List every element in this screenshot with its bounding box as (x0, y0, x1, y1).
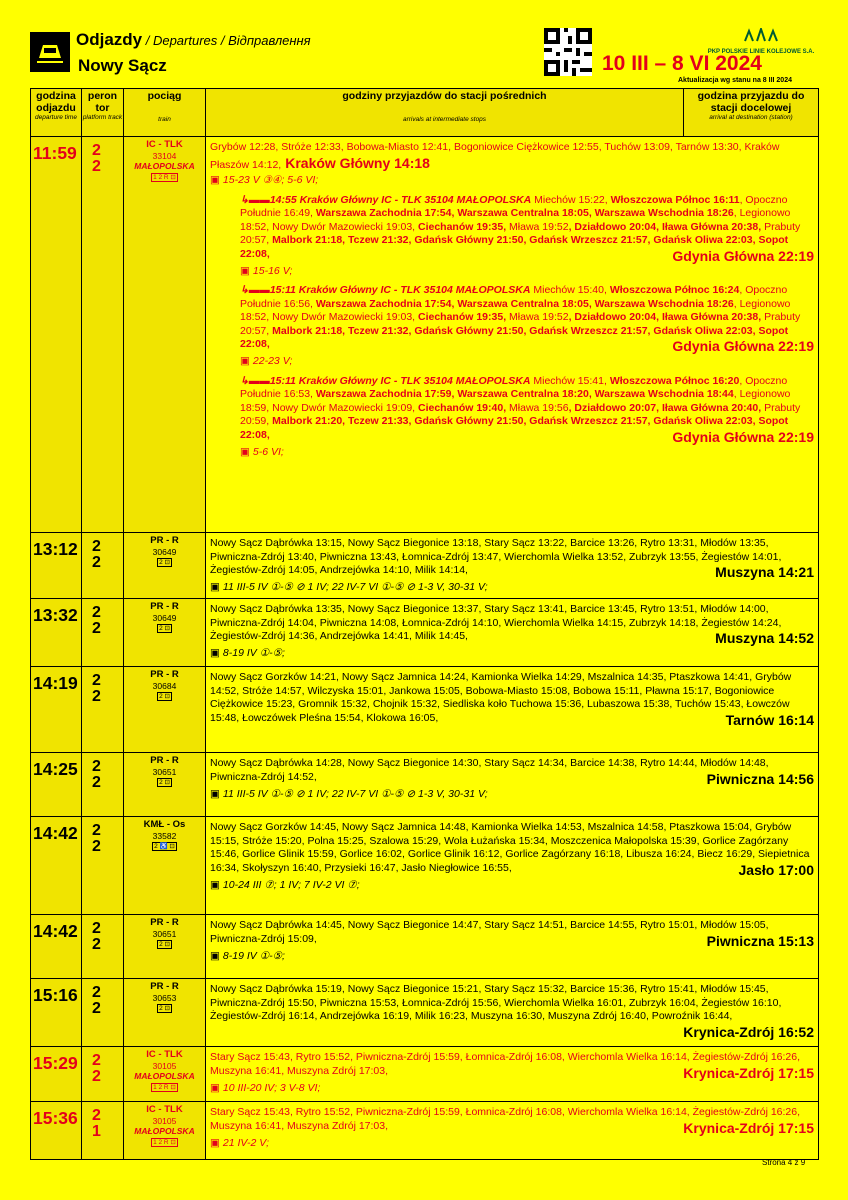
platform-track (82, 915, 124, 979)
train-symbols: 2 ⊡ (159, 625, 170, 633)
platform-track (82, 599, 124, 667)
destination: Tarnów 16:14 (725, 711, 814, 728)
track-number: 2 (92, 158, 101, 175)
connection-stops: Mława 19:52 (509, 311, 569, 323)
train-name: MAŁOPOLSKA (134, 161, 195, 171)
station-name: Nowy Sącz (78, 56, 167, 75)
intermediate-stops: Nowy Sącz Dąbrówka 13:15, Nowy Sącz Biegonice 13:18, Stary Sącz 13:22, Barcice 13:26, Rytro 13:31, Młodów 13:35, Piwniczna-Zdrój 13:40, Piwniczna 13:43, Łomnica-Zdrój 13:47, Wierchomla Wielka 13:52, Zubrzyk 13:55, Żegiestów 14:01, Żegiestów-Zdrój 14:05, Andrzejówka 14:10, Milik 14:14, (210, 537, 782, 576)
connection-stops: Miechów 15:41, (533, 374, 607, 387)
connection-destination: Gdynia Główna 22:19 (672, 338, 814, 354)
connection-stops: Mława 19:56 (509, 401, 569, 414)
calendar-note: ▣ 21 IV-2 V; (210, 1137, 814, 1151)
platform-track (82, 667, 124, 753)
connection-stops: Prabuty 20:59, (240, 401, 801, 427)
connection (240, 284, 814, 369)
connection-stops: Miechów 15:40, (533, 284, 607, 296)
platform-number: 2 (92, 1107, 101, 1124)
calendar-note: ▣ 8-19 IV ①-⑤; (210, 950, 814, 964)
departures-table (30, 88, 819, 1160)
train-category: PR - R (150, 535, 179, 546)
platform-number: 2 (92, 142, 101, 159)
train-symbols: 2 ⊡ (159, 941, 170, 949)
connection-stops-bold: , Działdowo 20:04, Iława Główna 20:38, (568, 311, 762, 323)
platform-number: 2 (92, 822, 101, 839)
intermediate-stops: Stary Sącz 15:43, Rytro 15:52, Piwniczna-Zdrój 15:59, Łomnica-Zdrój 16:08, Wierchomla Wielka 16:14, Żegiestów-Zdrój 16:26, Muszyna 16:41, Muszyna Zdrój 17:03, (210, 1051, 801, 1077)
train-symbols: 1 2 R ⊡ (153, 1083, 176, 1091)
train-number: 30649 (152, 612, 177, 623)
train-category: PR - R (150, 669, 179, 680)
connection-stops-bold: Ciechanów 19:35, (418, 311, 507, 323)
connection-stops-bold: Warszawa Zachodnia 17:54, Warszawa Centralna 18:05, Warszawa Wschodnia 18:26 (315, 207, 734, 219)
train-info (124, 1102, 206, 1160)
departure-time: 13:32 (31, 599, 82, 667)
calendar-note: ▣ 10 III-20 IV; 3 V-8 VI; (210, 1082, 814, 1096)
table-row (31, 1102, 819, 1160)
intermediate-stops: Nowy Sącz Gorzków 14:45, Nowy Sącz Jamnica 14:48, Kamionka Wielka 14:53, Mszalnica 14:58, Ptaszkowa 15:04, Grybów 15:15, Stróże 15:20, Polna 15:25, Szalowa 15:29, Wola Łużańska 15:34, Moszczenica Małopolska 15:39, Gorlice Zagórzany 15:46, Gorlice Glinik 15:59, Gorlice 16:02, Gorlice Glinik 16:12, Gorlice Zagórzany 16:18, Libusza 16:24, Biecz 16:29, Siepietnica 16:34, Skołyszyn 16:40, Przysieki 16:47, Jasło Niegłowice 16:55, (210, 821, 810, 874)
departure-time: 15:36 (31, 1102, 82, 1160)
connection-train: ↳▬▬ 14:55 Kraków Główny IC - TLK 35104 MAŁOPOLSKA (240, 194, 531, 206)
pkp-logo: PKP POLSKIE LINIE KOLEJOWE S.A. (706, 28, 816, 55)
connection-calendar: ▣ 5-6 VI; (240, 446, 814, 460)
platform-track (82, 1102, 124, 1160)
stops-cell (206, 915, 819, 979)
intermediate-stops: Nowy Sącz Dąbrówka 14:45, Nowy Sącz Biegonice 14:47, Stary Sącz 14:51, Barcice 14:55, Rytro 15:01, Młodów 15:05, Piwniczna-Zdrój 15:09, (210, 919, 769, 945)
train-number: 30653 (152, 992, 177, 1003)
connection-stops: , Legionowo 18:52, Nowy Dwór Mazowiecki 19:03, (240, 297, 791, 323)
train-info (124, 533, 206, 599)
calendar-note: ▣ 10-24 III ⑦; 1 IV; 7 IV-2 VI ⑦; (210, 879, 814, 893)
connection-stops-bold: , Działdowo 20:04, Iława Główna 20:38, (568, 220, 762, 233)
connection-stops-bold: Włoszczowa Północ 16:11 (610, 193, 740, 206)
train-info (124, 599, 206, 667)
train-number: 33582 (152, 830, 177, 841)
destination: Krynica-Zdrój 17:15 (683, 1064, 814, 1081)
connection-stops: , Opoczno Południe 16:53, (240, 374, 788, 400)
connection-stops: , Legionowo 18:52, Nowy Dwór Mazowiecki 19:03, (240, 207, 791, 233)
col-destination: godzina przyjazdu do stacji docelowej arrival at destination (station) (684, 89, 819, 137)
departure-time: 15:29 (31, 1047, 82, 1102)
connection (240, 375, 814, 460)
stops-cell (206, 137, 819, 533)
connection (240, 194, 814, 279)
train-symbols: 2 ⊡ (159, 779, 170, 787)
col-departure: godzina odjazdu departure time (31, 89, 82, 137)
intermediate-stops: Stary Sącz 15:43, Rytro 15:52, Piwniczna-Zdrój 15:59, Łomnica-Zdrój 16:08, Wierchomla Wielka 16:14, Żegiestów-Zdrój 16:26, Muszyna 16:41, Muszyna Zdrój 17:03, (210, 1106, 801, 1132)
col-stops: godziny przyjazdów do stacji pośrednich arrivals at intermediate stops (206, 89, 684, 137)
platform-number: 2 (92, 538, 101, 555)
train-info (124, 137, 206, 533)
connection-stops-bold: Włoszczowa Północ 16:20 (609, 374, 740, 387)
track-number: 2 (92, 1000, 101, 1017)
track-number: 2 (92, 620, 101, 637)
train-category: PR - R (150, 981, 179, 992)
destination: Krynica-Zdrój 16:52 (683, 1023, 814, 1040)
destination: Kraków Główny 14:18 (285, 154, 430, 171)
connection-stops-bold: Malbork 21:20, Tczew 21:33, Gdańsk Główny 21:50, Gdańsk Wrzeszcz 21:57, Gdańsk Oliwa 22:03, Sopot 22:08, (240, 415, 789, 441)
departure-time: 14:42 (31, 915, 82, 979)
train-number: 30105 (152, 1115, 177, 1126)
intermediate-stops: Nowy Sącz Gorzków 14:21, Nowy Sącz Jamnica 14:24, Kamionka Wielka 14:29, Mszalnica 14:35, Ptaszkowa 14:41, Grybów 14:52, Stróże 14:57, Wilczyska 15:01, Jankowa 15:05, Bobowa-Miasto 15:08, Bobowa 15:11, Pławna 15:17, Bogoniowice Ciężkowice 15:23, Gromnik 15:32, Chojnik 15:32, Siedliska koło Tuchowa 15:36, Lubaszowa 15:38, Tuchów 15:43, Łowczów 15:48, Łowczówek Pleśna 15:54, Klokowa 16:05, (210, 671, 792, 724)
departure-time: 14:19 (31, 667, 82, 753)
page-number: Strona 4 z 9 (762, 1158, 806, 1167)
connection-stops: Miechów 15:22, (534, 193, 608, 206)
track-number: 2 (92, 774, 101, 791)
connection-stops-bold: Ciechanów 19:40, (418, 401, 507, 414)
train-symbols: 1 2 R ⊡ (153, 1138, 176, 1146)
connection-destination: Gdynia Główna 22:19 (672, 247, 814, 264)
stops-cell (206, 1047, 819, 1102)
departure-time: 13:12 (31, 533, 82, 599)
stops-cell (206, 979, 819, 1047)
platform-track (82, 1047, 124, 1102)
connection-stops: , Opoczno Południe 16:49, (240, 193, 788, 219)
connection-stops-bold: Malbork 21:18, Tczew 21:32, Gdańsk Główny 21:50, Gdańsk Wrzeszcz 21:57, Gdańsk Oliwa 22:03, Sopot 22:08, (240, 324, 789, 350)
calendar-note: ▣ 11 III-5 IV ①-⑤ ⊘ 1 IV; 22 IV-7 VI ①-⑤ ⊘ 1-3 V, 30-31 V; (210, 788, 814, 802)
intermediate-stops: Nowy Sącz Dąbrówka 14:28, Nowy Sącz Biegonice 14:30, Stary Sącz 14:34, Barcice 14:38, Rytro 14:44, Młodów 14:48, Piwniczna-Zdrój 14:52, (210, 757, 769, 783)
platform-track (82, 979, 124, 1047)
platform-number: 2 (92, 920, 101, 937)
track-number: 2 (92, 1068, 101, 1085)
platform-number: 2 (92, 984, 101, 1001)
table-row (31, 915, 819, 979)
page-title: Odjazdy / Departures / Відправлення (76, 30, 311, 49)
platform-number: 2 (92, 1052, 101, 1069)
connection-stops-bold: Warszawa Zachodnia 17:59, Warszawa Centralna 18:20, Warszawa Wschodnia 18:44 (315, 388, 734, 400)
train-info (124, 979, 206, 1047)
connection-stops-bold: Ciechanów 19:35, (418, 220, 507, 233)
platform-number: 2 (92, 672, 101, 689)
connection-stops-bold: Warszawa Zachodnia 17:54, Warszawa Centralna 18:05, Warszawa Wschodnia 18:26 (315, 297, 734, 310)
table-row (31, 1047, 819, 1102)
train-info (124, 817, 206, 915)
platform-track (82, 137, 124, 533)
departure-time: 15:16 (31, 979, 82, 1047)
train-info (124, 667, 206, 753)
track-number: 2 (92, 936, 101, 953)
col-platform: peron tor platform track (82, 89, 124, 137)
connection-stops: , Legionowo 18:59, Nowy Dwór Mazowiecki 19:09, (240, 388, 791, 414)
destination: Jasło 17:00 (738, 861, 814, 878)
connection-stops-bold: Włoszczowa Północ 16:24 (609, 284, 740, 296)
stops-cell (206, 533, 819, 599)
train-info (124, 915, 206, 979)
stops-cell (206, 667, 819, 753)
train-category: PR - R (150, 755, 179, 766)
train-symbols: 2 ♿ ⊡ (154, 843, 175, 851)
train-number: 33104 (152, 150, 177, 161)
platform-track (82, 753, 124, 817)
validity-period: 10 III – 8 VI 2024 (602, 52, 762, 75)
train-category: IC - TLK (146, 1049, 183, 1060)
connection-stops: Prabuty 20:57, (240, 311, 801, 337)
departure-time: 11:59 (31, 137, 82, 533)
destination: Piwniczna 14:56 (706, 770, 814, 787)
calendar-note: ▣ 8-19 IV ①-⑤; (210, 647, 814, 661)
page-header (30, 28, 820, 88)
connection-stops: Mława 19:52 (509, 220, 569, 233)
train-category: PR - R (150, 601, 179, 612)
table-row (31, 817, 819, 915)
train-category: KMŁ - Os (143, 819, 186, 830)
stops-cell (206, 753, 819, 817)
track-number: 2 (92, 554, 101, 571)
platform-track (82, 817, 124, 915)
train-category: IC - TLK (146, 1104, 183, 1115)
table-row (31, 137, 819, 533)
connection-stops: , Opoczno Południe 16:56, (240, 284, 788, 310)
train-icon (30, 32, 70, 72)
train-symbols: 2 ⊡ (159, 693, 170, 701)
platform-number: 2 (92, 758, 101, 775)
platform-number: 2 (92, 604, 101, 621)
connection-train: ↳▬▬ 15:11 Kraków Główny IC - TLK 35104 MAŁOPOLSKA (240, 375, 530, 387)
train-category: PR - R (150, 917, 179, 928)
track-number: 2 (92, 688, 101, 705)
connection-stops: Prabuty 20:57, (240, 220, 801, 246)
departure-time: 14:25 (31, 753, 82, 817)
train-number: 30649 (152, 546, 177, 557)
update-note: Aktualizacja wg stanu na 8 III 2024 (678, 77, 792, 84)
destination: Muszyna 14:21 (715, 564, 814, 580)
calendar-note: ▣ 11 III-5 IV ①-⑤ ⊘ 1 IV; 22 IV-7 VI ①-⑤ ⊘ 1-3 V, 30-31 V; (210, 581, 814, 595)
train-symbols: 2 ⊡ (159, 1005, 170, 1013)
connection-train: ↳▬▬ 15:11 Kraków Główny IC - TLK 35104 MAŁOPOLSKA (240, 284, 530, 296)
connection-stops-bold: Malbork 21:18, Tczew 21:32, Gdańsk Główny 21:50, Gdańsk Wrzeszcz 21:57, Gdańsk Oliwa 22:03, Sopot 22:08, (240, 234, 789, 260)
connection-calendar: ▣ 22-23 V; (240, 355, 814, 369)
train-category: IC - TLK (146, 139, 183, 150)
train-number: 30105 (152, 1060, 177, 1071)
train-number: 30651 (152, 928, 177, 939)
table-header-row (31, 89, 819, 137)
destination: Krynica-Zdrój 17:15 (683, 1119, 814, 1136)
table-row (31, 533, 819, 599)
connection-calendar: ▣ 15-16 V; (240, 265, 814, 279)
train-number: 30651 (152, 766, 177, 777)
track-number: 2 (92, 838, 101, 855)
intermediate-stops: Nowy Sącz Dąbrówka 15:19, Nowy Sącz Biegonice 15:21, Stary Sącz 15:32, Barcice 15:36, Rytro 15:41, Młodów 15:45, Piwniczna-Zdrój 15:50, Piwniczna 15:53, Łomnica-Zdrój 15:56, Wierchomla Wielka 16:01, Zubrzyk 16:04, Żegiestów 16:10, Żegiestów-Zdrój 16:14, Andrzejówka 16:19, Milik 16:23, Muszyna 16:30, Muszyna Zdrój 16:40, Powroźnik 16:44, (210, 983, 782, 1022)
departure-time: 14:42 (31, 817, 82, 915)
train-name: MAŁOPOLSKA (134, 1071, 195, 1081)
train-number: 30684 (152, 680, 177, 691)
platform-track (82, 533, 124, 599)
table-row (31, 667, 819, 753)
table-row (31, 599, 819, 667)
table-row (31, 979, 819, 1047)
qr-code (544, 28, 592, 76)
calendar-note: ▣ 15-23 V ③④; 5-6 VI; (210, 174, 814, 188)
train-symbols: 2 ⊡ (159, 559, 170, 567)
train-info (124, 1047, 206, 1102)
intermediate-stops: Grybów 12:28, Stróże 12:33, Bobowa-Miasto 12:41, Bogoniowice Ciężkowice 12:55, Tuchów 13:09, Tarnów 13:30, Kraków Płaszów 14:12, (210, 141, 780, 171)
track-number: 1 (92, 1123, 101, 1140)
train-symbols: 1 2 R ⊡ (153, 173, 176, 181)
stops-cell (206, 1102, 819, 1160)
connection-stops-bold: , Działdowo 20:07, Iława Główna 20:40, (568, 401, 762, 414)
intermediate-stops: Nowy Sącz Dąbrówka 13:35, Nowy Sącz Biegonice 13:37, Stary Sącz 13:41, Barcice 13:45, Rytro 13:51, Młodów 14:00, Piwniczna-Zdrój 14:04, Piwniczna 14:08, Łomnica-Zdrój 14:10, Wierchomla Wielka 14:15, Zubrzyk 14:18, Żegiestów 14:24, Żegiestów-Zdrój 14:36, Andrzejówka 14:41, Milik 14:45, (210, 603, 782, 642)
stops-cell (206, 599, 819, 667)
stops-cell (206, 817, 819, 915)
table-row (31, 753, 819, 817)
connection-destination: Gdynia Główna 22:19 (672, 428, 814, 445)
train-name: MAŁOPOLSKA (134, 1126, 195, 1136)
train-info (124, 753, 206, 817)
col-train: pociąg train (124, 89, 206, 137)
destination: Muszyna 14:52 (715, 630, 814, 646)
destination: Piwniczna 15:13 (706, 932, 814, 949)
